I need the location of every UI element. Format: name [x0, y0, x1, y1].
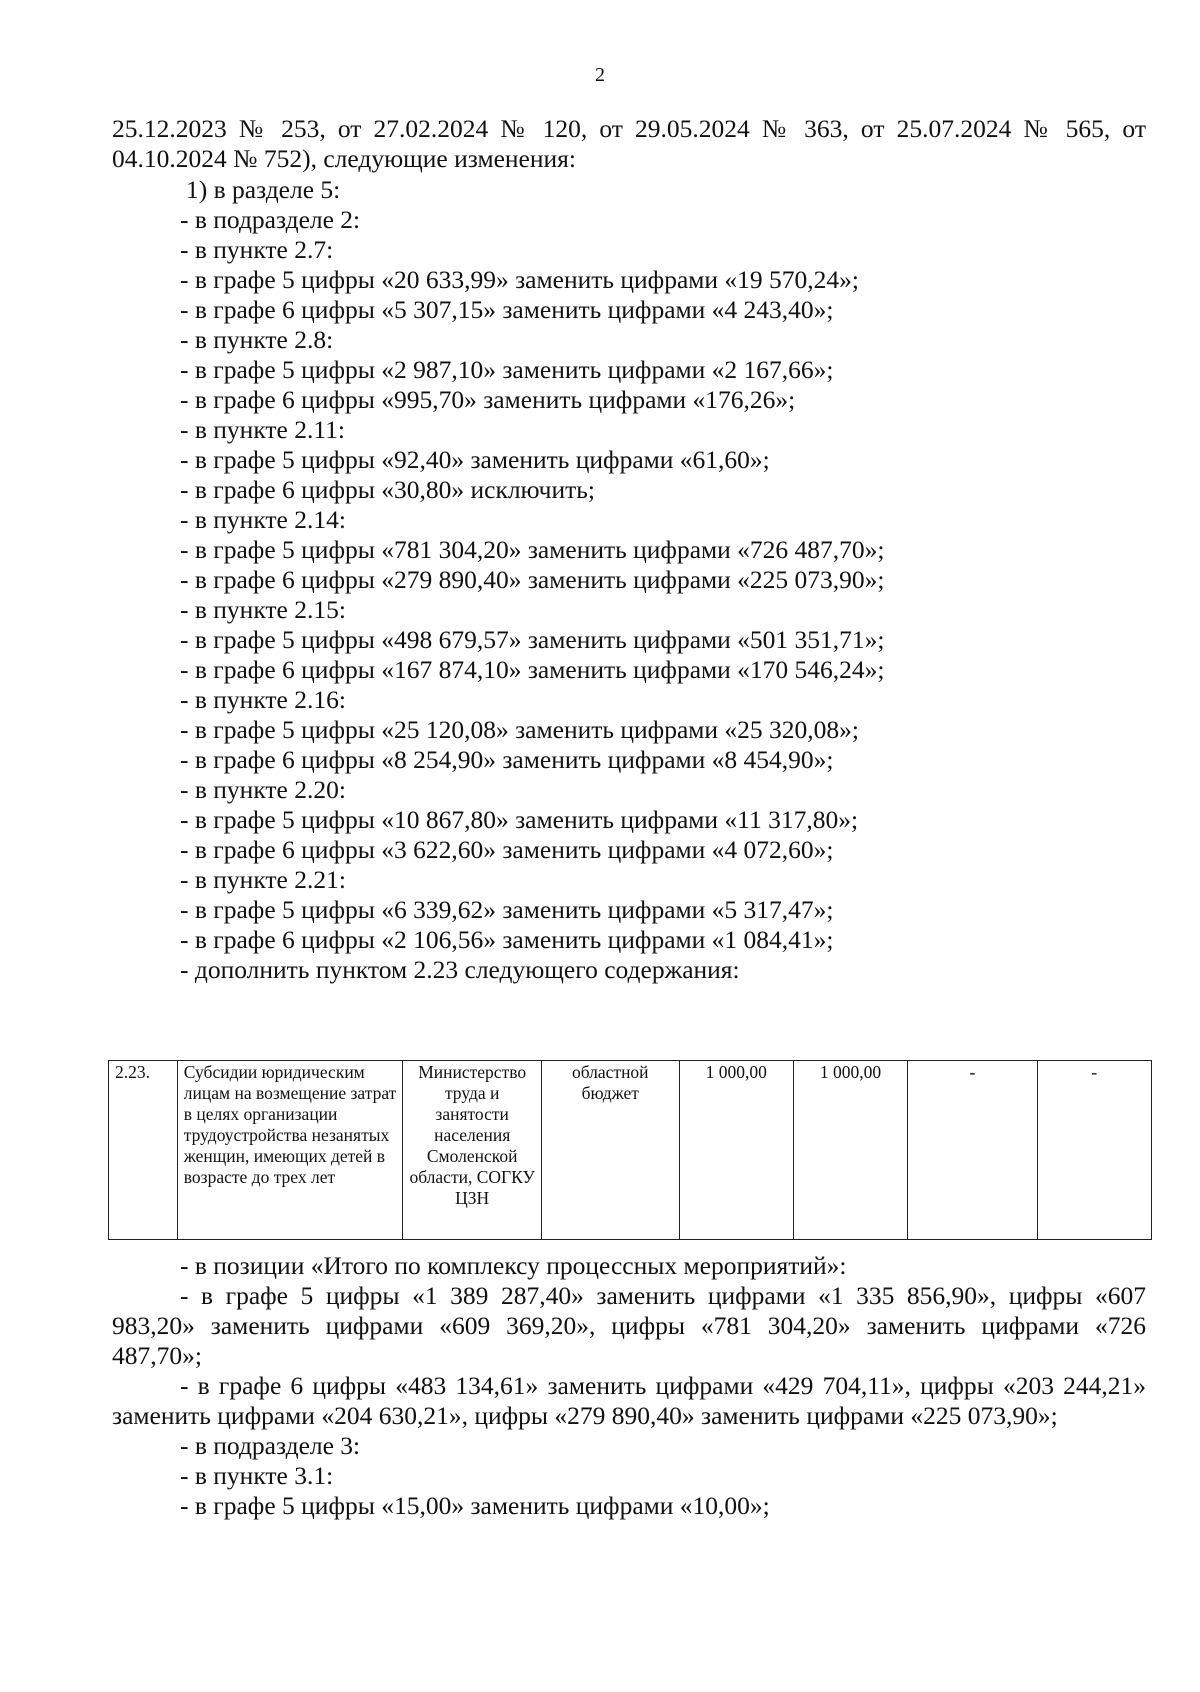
table-cell-name: Субсидии юридическим лицам на возмещение затрат в целях организации трудоустройства незанятых женщин, имеющих детей в возрасте до трех лет: [177, 1061, 403, 1240]
list-item: - в графе 6 цифры «5 307,15» заменить цифрами «4 243,40»;: [180, 295, 834, 324]
graph6-paragraph: - в графе 6 цифры «483 134,61» заменить цифрами «429 704,11», цифры «203 244,21» заменить цифрами «204 630,21», цифры «279 890,40» заменить цифрами «225 073,90»;: [112, 1371, 1146, 1430]
list-item: - в пункте 2.8:: [180, 325, 334, 354]
table-cell-number: 2.23.: [109, 1061, 178, 1240]
list-item: 1) в разделе 5:: [186, 175, 341, 204]
list-item: - в пункте 2.20:: [180, 775, 346, 804]
list-item: - в графе 6 цифры «167 874,10» заменить цифрами «170 546,24»;: [180, 655, 885, 684]
list-item: - в графе 5 цифры «25 120,08» заменить цифрами «25 320,08»;: [180, 715, 860, 744]
list-item: - в пункте 2.21:: [180, 865, 346, 894]
list-item: - в подразделе 2:: [180, 205, 361, 234]
list-item: - в графе 5 цифры «10 867,80» заменить цифрами «11 317,80»;: [180, 805, 859, 834]
list-item: - в графе 5 цифры «2 987,10» заменить цифрами «2 167,66»;: [180, 355, 834, 384]
table-row: [109, 1061, 1152, 1240]
list-item: - в графе 5 цифры «92,40» заменить цифрами «61,60»;: [180, 445, 770, 474]
list-item: - в графе 5 цифры «20 633,99» заменить цифрами «19 570,24»;: [180, 265, 860, 294]
list-item: - в графе 5 цифры «6 339,62» заменить цифрами «5 317,47»;: [180, 895, 834, 924]
amendment-list: [112, 175, 1146, 985]
list-item: - в пункте 2.14:: [180, 505, 346, 534]
list-item: - в графе 6 цифры «3 622,60» заменить цифрами «4 072,60»;: [180, 835, 834, 864]
list-item: - в графе 6 цифры «8 254,90» заменить цифрами «8 454,90»;: [180, 745, 834, 774]
graph5-paragraph: - в графе 5 цифры «1 389 287,40» заменить цифрами «1 335 856,90», цифры «607 983,20» заменить цифрами «609 369,20», цифры «781 304,20» заменить цифрами «726 487,70»;: [112, 1281, 1146, 1370]
list-item: - в пункте 2.16:: [180, 685, 346, 714]
list-item: - в графе 6 цифры «995,70» заменить цифрами «176,26»;: [180, 385, 796, 414]
list-item: - в графе 5 цифры «498 679,57» заменить цифрами «501 351,71»;: [180, 625, 885, 654]
after-table-section: [112, 1251, 1146, 1521]
table-cell-value-1: 1 000,00: [679, 1061, 793, 1240]
page-number: 2: [595, 64, 605, 86]
point31-graph5-line: - в графе 5 цифры «15,00» заменить цифрами «10,00»;: [180, 1491, 770, 1520]
list-item: - дополнить пунктом 2.23 следующего содержания:: [180, 955, 740, 984]
table-cell-value-3: -: [908, 1061, 1037, 1240]
amendment-table: [108, 1060, 1152, 1240]
list-item: - в пункте 2.15:: [180, 595, 346, 624]
list-item: - в графе 5 цифры «781 304,20» заменить цифрами «726 487,70»;: [180, 535, 885, 564]
list-item: - в графе 6 цифры «2 106,56» заменить цифрами «1 084,41»;: [180, 925, 834, 954]
list-item: - в пункте 2.7:: [180, 235, 334, 264]
list-item: - в пункте 2.11:: [180, 415, 345, 444]
table-cell-value-2: 1 000,00: [793, 1061, 907, 1240]
list-item: - в графе 6 цифры «279 890,40» заменить цифрами «225 073,90»;: [180, 565, 885, 594]
list-item: - в графе 6 цифры «30,80» исключить;: [180, 475, 595, 504]
subsection3-line: - в подразделе 3:: [180, 1431, 361, 1460]
point31-line: - в пункте 3.1:: [180, 1461, 334, 1490]
table-cell-value-4: -: [1037, 1061, 1151, 1240]
intro-paragraph: 25.12.2023 № 253, от 27.02.2024 № 120, от 29.05.2024 № 363, от 25.07.2024 № 565, от 04.10.2024 № 752), следующие изменения:: [112, 114, 1146, 173]
position-line: - в позиции «Итого по комплексу процессных мероприятий»:: [180, 1251, 847, 1280]
table-cell-source: областной бюджет: [541, 1061, 679, 1240]
table-cell-executor: Министерство труда и занятости населения Смоленской области, СОГКУ ЦЗН: [403, 1061, 542, 1240]
